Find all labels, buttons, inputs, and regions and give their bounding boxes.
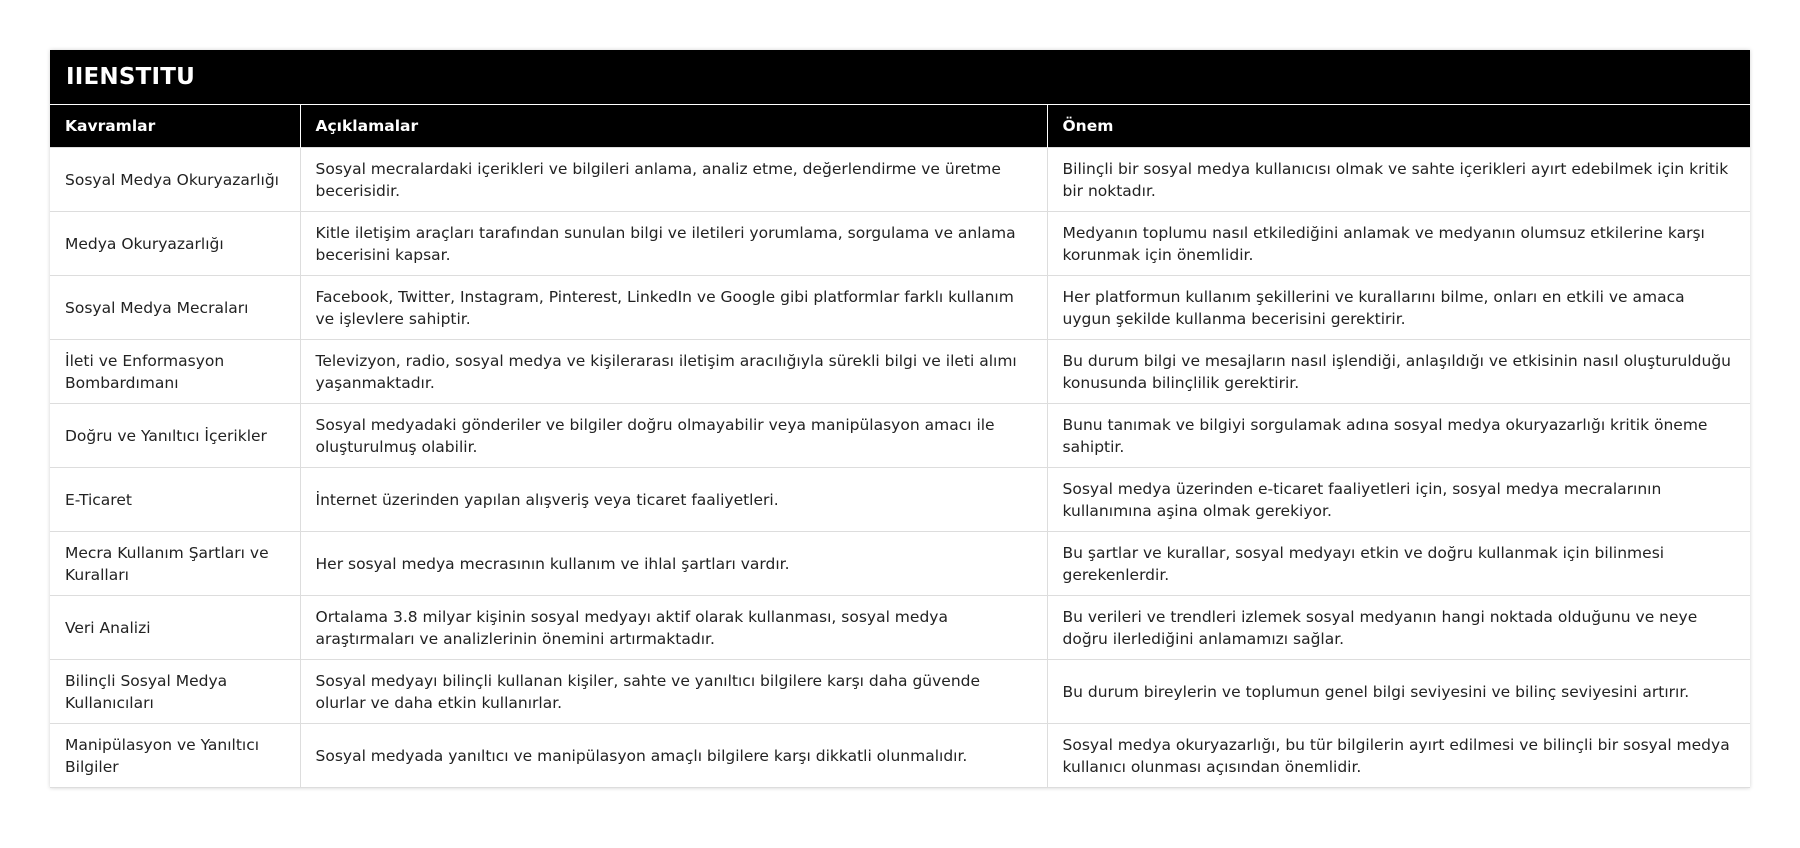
cell-onem: Bilinçli bir sosyal medya kullanıcısı olmak ve sahte içerikleri ayırt edebilmek için kritik bir noktadır.	[1047, 148, 1750, 212]
table-header-row	[50, 105, 1750, 148]
concept-table-container	[50, 50, 1750, 788]
cell-kavram: E-Ticaret	[50, 468, 300, 532]
cell-kavram: Manipülasyon ve Yanıltıcı Bilgiler	[50, 724, 300, 788]
cell-aciklama: Kitle iletişim araçları tarafından sunulan bilgi ve iletileri yorumlama, sorgulama ve anlama becerisini kapsar.	[300, 212, 1047, 276]
table-row	[50, 532, 1750, 596]
table-row	[50, 660, 1750, 724]
brand-title: IIENSTITU	[50, 50, 1750, 104]
cell-onem: Bu verileri ve trendleri izlemek sosyal medyanın hangi noktada olduğunu ve neye doğru ilerlediğini anlamamızı sağlar.	[1047, 596, 1750, 660]
column-header-aciklamalar: Açıklamalar	[300, 105, 1047, 148]
cell-onem: Bu şartlar ve kurallar, sosyal medyayı etkin ve doğru kullanmak için bilinmesi gerekenlerdir.	[1047, 532, 1750, 596]
column-header-kavramlar: Kavramlar	[50, 105, 300, 148]
cell-aciklama: Her sosyal medya mecrasının kullanım ve ihlal şartları vardır.	[300, 532, 1047, 596]
cell-aciklama: Sosyal medyayı bilinçli kullanan kişiler, sahte ve yanıltıcı bilgilere karşı daha güvende olurlar ve daha etkin kullanırlar.	[300, 660, 1047, 724]
cell-onem: Sosyal medya üzerinden e-ticaret faaliyetleri için, sosyal medya mecralarının kullanımına aşina olmak gerekiyor.	[1047, 468, 1750, 532]
cell-kavram: Doğru ve Yanıltıcı İçerikler	[50, 404, 300, 468]
cell-kavram: Medya Okuryazarlığı	[50, 212, 300, 276]
table-row	[50, 148, 1750, 212]
cell-onem: Sosyal medya okuryazarlığı, bu tür bilgilerin ayırt edilmesi ve bilinçli bir sosyal medya kullanıcı olunması açısından önemlidir.	[1047, 724, 1750, 788]
cell-aciklama: Facebook, Twitter, Instagram, Pinterest, LinkedIn ve Google gibi platformlar farklı kullanım ve işlevlere sahiptir.	[300, 276, 1047, 340]
cell-aciklama: Televizyon, radio, sosyal medya ve kişilerarası iletişim aracılığıyla sürekli bilgi ve ileti alımı yaşanmaktadır.	[300, 340, 1047, 404]
cell-kavram: Sosyal Medya Okuryazarlığı	[50, 148, 300, 212]
table-row	[50, 724, 1750, 788]
cell-aciklama: Sosyal medyadaki gönderiler ve bilgiler doğru olmayabilir veya manipülasyon amacı ile oluşturulmuş olabilir.	[300, 404, 1047, 468]
table-row	[50, 404, 1750, 468]
cell-aciklama: Sosyal medyada yanıltıcı ve manipülasyon amaçlı bilgilere karşı dikkatli olunmalıdır.	[300, 724, 1047, 788]
cell-onem: Her platformun kullanım şekillerini ve kurallarını bilme, onları en etkili ve amaca uygun şekilde kullanma becerisini gerektirir.	[1047, 276, 1750, 340]
table-row	[50, 276, 1750, 340]
cell-kavram: Bilinçli Sosyal Medya Kullanıcıları	[50, 660, 300, 724]
table-row	[50, 212, 1750, 276]
cell-onem: Bunu tanımak ve bilgiyi sorgulamak adına sosyal medya okuryazarlığı kritik öneme sahiptir.	[1047, 404, 1750, 468]
column-header-onem: Önem	[1047, 105, 1750, 148]
table-row	[50, 596, 1750, 660]
concept-table	[50, 104, 1750, 788]
cell-aciklama: İnternet üzerinden yapılan alışveriş veya ticaret faaliyetleri.	[300, 468, 1047, 532]
table-row	[50, 340, 1750, 404]
cell-aciklama: Ortalama 3.8 milyar kişinin sosyal medyayı aktif olarak kullanması, sosyal medya araştırmaları ve analizlerinin önemini artırmaktadır.	[300, 596, 1047, 660]
cell-kavram: Veri Analizi	[50, 596, 300, 660]
cell-aciklama: Sosyal mecralardaki içerikleri ve bilgileri anlama, analiz etme, değerlendirme ve üretme becerisidir.	[300, 148, 1047, 212]
cell-kavram: İleti ve Enformasyon Bombardımanı	[50, 340, 300, 404]
cell-onem: Medyanın toplumu nasıl etkilediğini anlamak ve medyanın olumsuz etkilerine karşı korunmak için önemlidir.	[1047, 212, 1750, 276]
cell-kavram: Mecra Kullanım Şartları ve Kuralları	[50, 532, 300, 596]
cell-onem: Bu durum bilgi ve mesajların nasıl işlendiği, anlaşıldığı ve etkisinin nasıl oluşturulduğu konusunda bilinçlilik gerektirir.	[1047, 340, 1750, 404]
cell-onem: Bu durum bireylerin ve toplumun genel bilgi seviyesini ve bilinç seviyesini artırır.	[1047, 660, 1750, 724]
cell-kavram: Sosyal Medya Mecraları	[50, 276, 300, 340]
table-row	[50, 468, 1750, 532]
